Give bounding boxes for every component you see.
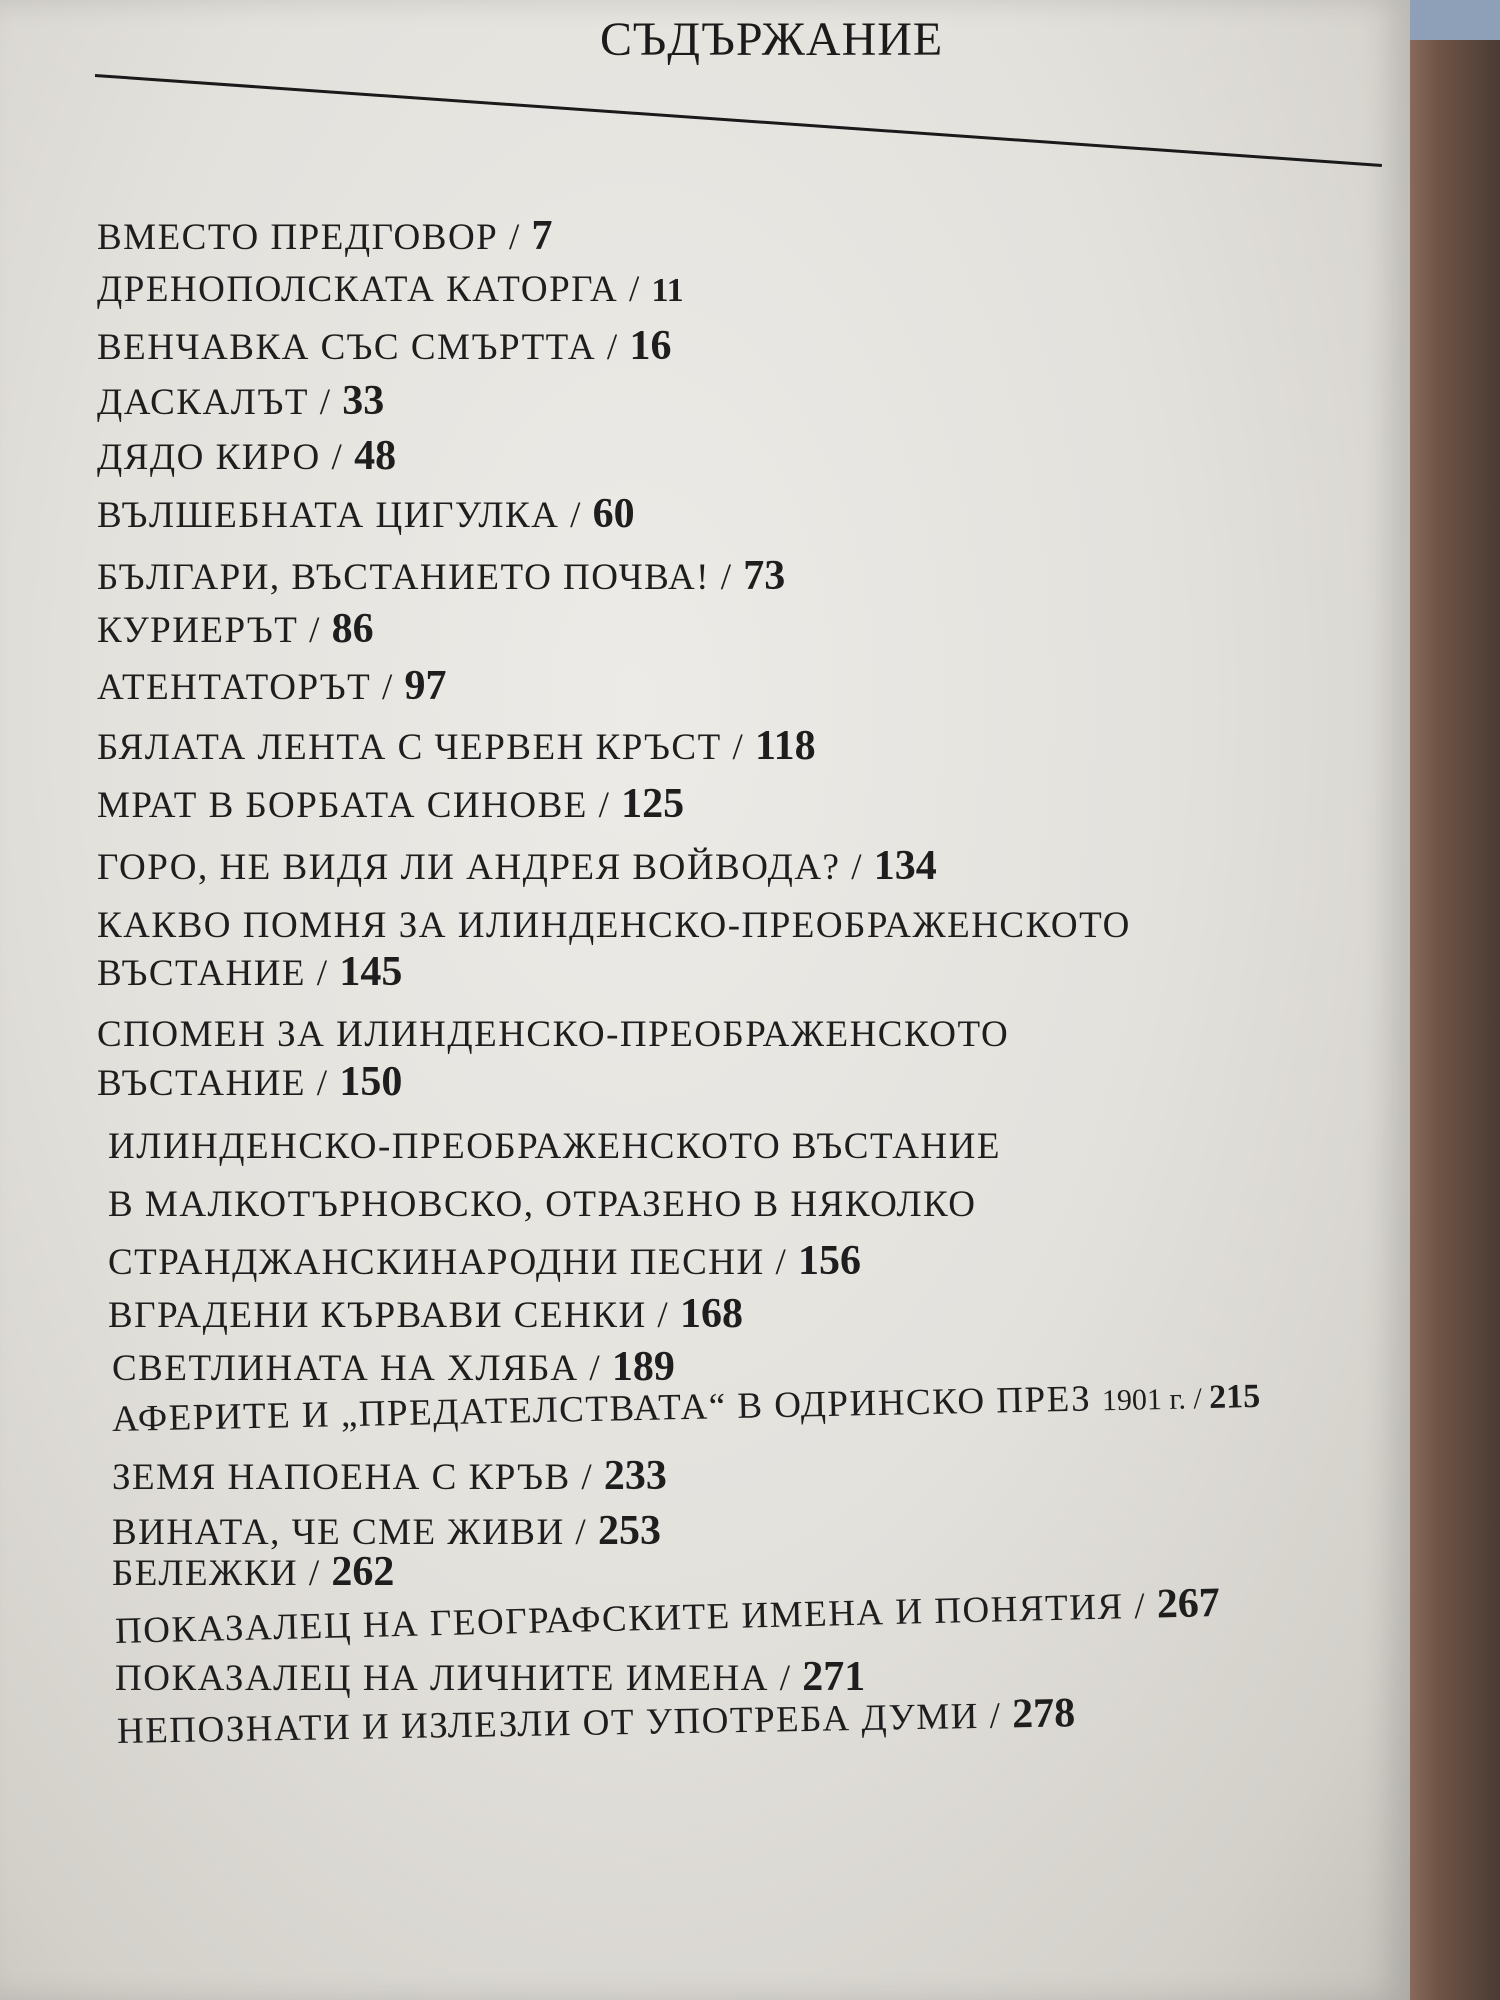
toc-entry-page: 271 bbox=[802, 1654, 866, 1700]
toc-entry bbox=[108, 1237, 861, 1285]
toc-entry bbox=[112, 1548, 394, 1596]
toc-entry bbox=[97, 948, 402, 996]
toc-entry bbox=[97, 432, 396, 480]
toc-entry bbox=[97, 212, 553, 260]
toc-entry-page: 215 bbox=[1208, 1377, 1261, 1417]
toc-entry bbox=[97, 780, 684, 828]
toc-entry bbox=[97, 552, 785, 600]
toc-entry-page: 16 bbox=[629, 323, 672, 369]
toc-entry-page: 168 bbox=[679, 1291, 743, 1337]
toc-entry bbox=[97, 322, 671, 370]
toc-entry-page: 262 bbox=[331, 1549, 395, 1595]
toc-entry bbox=[108, 1183, 977, 1226]
toc-entry-title: ВЕНЧАВКА СЪС СМЪРТТА / bbox=[97, 327, 630, 368]
toc-entry-title: НЕПОЗНАТИ И ИЗЛЕЗЛИ ОТ УПОТРЕБА ДУМИ / bbox=[116, 1695, 1013, 1752]
toc-entry-title: БЪЛГАРИ, ВЪСТАНИЕТО ПОЧВА! / bbox=[97, 557, 744, 598]
toc-entry bbox=[115, 1653, 865, 1701]
toc-entry-page: 73 bbox=[743, 553, 786, 599]
toc-entry-title: ДАСКАЛЪТ / bbox=[97, 382, 343, 423]
toc-entry-title: ДЯДО КИРО / bbox=[97, 437, 355, 478]
toc-entry-page: 86 bbox=[331, 606, 374, 652]
toc-entry bbox=[97, 904, 1131, 947]
toc-entry bbox=[112, 1452, 667, 1500]
toc-entry-page: 156 bbox=[797, 1238, 861, 1284]
toc-entry bbox=[97, 1058, 402, 1106]
toc-entry-title: СПОМЕН ЗА ИЛИНДЕНСКО-ПРЕОБРАЖЕНСКОТО bbox=[97, 1014, 1010, 1055]
toc-entry-title: ВГРАДЕНИ КЪРВАВИ СЕНКИ / bbox=[108, 1295, 680, 1336]
toc-entry-page: 267 bbox=[1156, 1580, 1221, 1628]
toc-entry-title: СВЕТЛИНАТА НА ХЛЯБА / bbox=[112, 1348, 612, 1389]
toc-entry bbox=[97, 268, 684, 311]
toc-entry-year: 1901 г. bbox=[1101, 1382, 1187, 1418]
toc-entry bbox=[97, 722, 816, 770]
toc-entry-page: 118 bbox=[754, 723, 816, 769]
toc-entry-title: ВЪСТАНИЕ / bbox=[97, 953, 340, 994]
toc-entry bbox=[97, 605, 374, 653]
toc-entry-page: 253 bbox=[597, 1508, 661, 1554]
toc-entry-title: ИЛИНДЕНСКО-ПРЕОБРАЖЕНСКОТО ВЪСТАНИЕ bbox=[108, 1126, 1001, 1167]
toc-entry bbox=[97, 662, 447, 710]
toc-entry-title: СТРАНДЖАНСКИНАРОДНИ ПЕСНИ / bbox=[108, 1242, 798, 1283]
book-page-edge bbox=[1405, 0, 1500, 2000]
toc-entry-title: ВЪЛШЕБНАТА ЦИГУЛКА / bbox=[97, 495, 593, 536]
toc-entry bbox=[112, 1343, 675, 1391]
toc-entry-title: ПОКАЗАЛЕЦ НА ГЕОГРАФСКИТЕ ИМЕНА И ПОНЯТИЯ / bbox=[114, 1585, 1158, 1652]
toc-entry bbox=[97, 490, 635, 538]
toc-entry-page: 60 bbox=[592, 491, 635, 537]
toc-entry-page: 33 bbox=[342, 378, 385, 424]
toc-entry-title: В МАЛКОТЪРНОВСКО, ОТРАЗЕНО В НЯКОЛКО bbox=[108, 1184, 977, 1225]
toc-entry bbox=[97, 1013, 1009, 1056]
toc-entry-title: ЗЕМЯ НАПОЕНА С КРЪВ / bbox=[112, 1457, 604, 1498]
toc-entry-title: КАКВО ПОМНЯ ЗА ИЛИНДЕНСКО-ПРЕОБРАЖЕНСКОТО bbox=[97, 905, 1131, 946]
toc-entry-title: АФЕРИТЕ И „ПРЕДАТЕЛСТВАТА“ В ОДРИНСКО ПРЕЗ bbox=[111, 1378, 1103, 1440]
toc-entry-title: ГОРО, НЕ ВИДЯ ЛИ АНДРЕЯ ВОЙВОДА? / bbox=[97, 847, 874, 888]
toc-entry-page: 233 bbox=[603, 1453, 667, 1499]
page-title: СЪДЪРЖАНИЕ bbox=[600, 13, 944, 66]
toc-entry-title: БЯЛАТА ЛЕНТА С ЧЕРВЕН КРЪСТ / bbox=[97, 727, 755, 768]
toc-entry-title: КУРИЕРЪТ / bbox=[97, 610, 332, 651]
toc-entry-title: ВЪСТАНИЕ / bbox=[97, 1063, 340, 1104]
toc-entry-page: 125 bbox=[621, 781, 685, 827]
toc-entry-title: ПОКАЗАЛЕЦ НА ЛИЧНИТЕ ИМЕНА / bbox=[115, 1658, 803, 1699]
toc-entry-title: БЕЛЕЖКИ / bbox=[112, 1553, 332, 1594]
toc-entry bbox=[108, 1290, 743, 1338]
title-rule bbox=[95, 74, 1382, 167]
toc-entry-title: АТЕНТАТОРЪТ / bbox=[97, 667, 405, 708]
toc-entry bbox=[97, 842, 937, 890]
toc-entry-title: ВМЕСТО ПРЕДГОВОР / bbox=[97, 217, 532, 258]
toc-entry bbox=[97, 377, 384, 425]
toc-entry-page: 48 bbox=[354, 433, 397, 479]
toc-entry-page: 7 bbox=[531, 213, 553, 259]
toc-entry-page: 150 bbox=[339, 1059, 403, 1105]
toc-entry-title: ДРЕНОПОЛСКАТА КАТОРГА / bbox=[97, 269, 652, 310]
toc-entry-page: 11 bbox=[651, 272, 684, 309]
toc-entry-page: 97 bbox=[404, 663, 447, 709]
toc-entry-separator: / bbox=[1185, 1382, 1210, 1416]
toc-entry-title: МРАТ В БОРБАТА СИНОВЕ / bbox=[97, 785, 622, 826]
toc-entry-page: 189 bbox=[611, 1344, 675, 1390]
toc-entry-page: 134 bbox=[873, 843, 937, 889]
toc-entry bbox=[108, 1125, 1001, 1168]
toc-entry-page: 145 bbox=[339, 949, 403, 995]
toc-entry-title: ВИНАТА, ЧЕ СМЕ ЖИВИ / bbox=[112, 1512, 598, 1553]
toc-entry-page: 278 bbox=[1011, 1690, 1076, 1738]
